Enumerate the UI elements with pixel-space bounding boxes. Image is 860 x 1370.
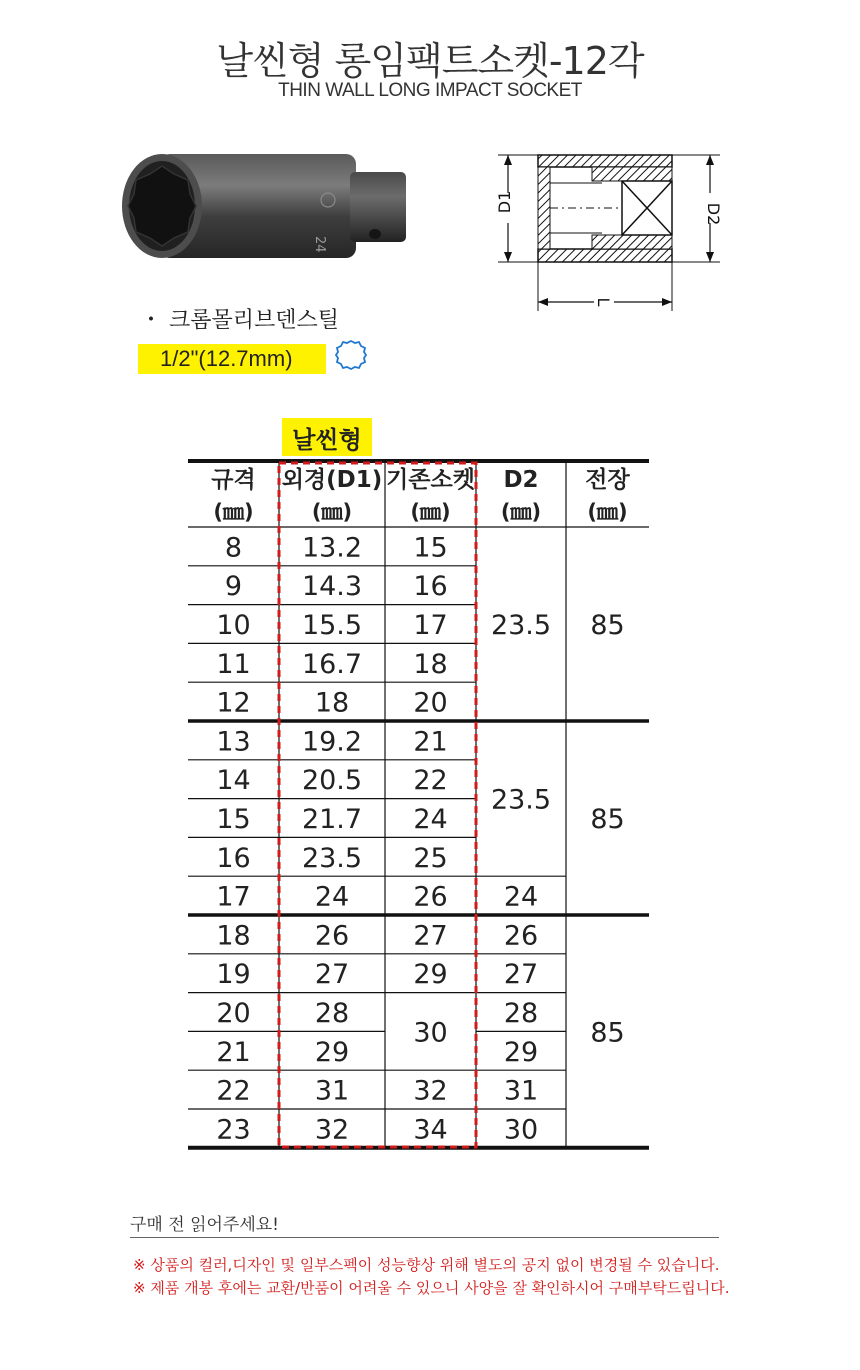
- size-cell: 14: [216, 765, 251, 797]
- socket-product-image: [118, 148, 410, 266]
- length-cell: 85: [590, 1017, 625, 1049]
- d2-cell: 29: [503, 1036, 539, 1068]
- header-3-unit: (㎜): [500, 500, 542, 524]
- page-title: 날씬형 롱임팩트소켓-12각: [216, 39, 644, 83]
- size-cell: 20: [216, 998, 251, 1029]
- d2-cell: 28: [503, 998, 539, 1029]
- drive-size-label: 1/2"(12.7mm): [160, 346, 293, 371]
- standard-socket-cell: 15: [413, 532, 448, 564]
- dim-l-label: L: [594, 297, 613, 307]
- page-subtitle: THIN WALL LONG IMPACT SOCKET: [278, 80, 582, 101]
- standard-socket-cell: 30: [413, 1017, 448, 1049]
- outer-diameter-cell: 24: [314, 881, 350, 913]
- header-3-name: D2: [503, 467, 539, 493]
- size-cell: 8: [224, 532, 243, 564]
- outer-diameter-cell: 16.7: [301, 648, 363, 680]
- standard-socket-cell: 29: [413, 959, 448, 991]
- size-cell: 13: [216, 726, 251, 758]
- notice-divider: [130, 1237, 719, 1238]
- size-cell: 11: [216, 648, 251, 680]
- d2-cell: 31: [503, 1075, 539, 1107]
- outer-diameter-cell: 20.5: [301, 765, 363, 797]
- standard-socket-cell: 32: [413, 1075, 448, 1107]
- d2-cell: 30: [503, 1114, 539, 1146]
- material-label: ・ 크롬몰리브덴스틸: [140, 308, 340, 333]
- standard-socket-cell: 21: [413, 726, 448, 758]
- notice-line-2: ※ 제품 개봉 후에는 교환/반품이 어려울 수 있으니 사양을 잘 확인하시어 구매부탁드립니다.: [133, 1279, 730, 1297]
- size-cell: 15: [216, 804, 251, 835]
- outer-diameter-cell: 18: [314, 687, 350, 719]
- slim-highlight-label: 날씬형: [292, 426, 362, 454]
- outer-diameter-cell: 27: [314, 959, 350, 991]
- length-cell: 85: [590, 804, 625, 835]
- spec-table: [188, 459, 649, 1153]
- standard-socket-cell: 16: [413, 571, 448, 603]
- size-cell: 21: [216, 1036, 251, 1068]
- socket-engraving: 24: [312, 236, 327, 253]
- standard-socket-cell: 34: [413, 1114, 448, 1146]
- standard-socket-cell: 26: [413, 881, 448, 913]
- notice-title: 구매 전 읽어주세요!: [130, 1215, 279, 1235]
- size-cell: 19: [216, 959, 251, 991]
- dim-d2-label: D2: [704, 202, 723, 226]
- outer-diameter-cell: 15.5: [301, 610, 363, 641]
- outer-diameter-cell: 23.5: [301, 842, 363, 874]
- size-cell: 18: [216, 920, 251, 952]
- size-cell: 17: [216, 881, 251, 913]
- size-cell: 10: [216, 610, 251, 641]
- standard-socket-cell: 18: [413, 648, 448, 680]
- d2-cell: 23.5: [490, 610, 552, 641]
- outer-diameter-cell: 28: [314, 998, 350, 1029]
- header-4-name: 전장: [585, 467, 630, 493]
- standard-socket-cell: 20: [413, 687, 448, 719]
- header-0-unit: (㎜): [213, 500, 254, 524]
- header-1-unit: (㎜): [311, 500, 353, 524]
- header-2-unit: (㎜): [410, 500, 451, 524]
- d2-cell: 27: [503, 959, 539, 991]
- outer-diameter-cell: 19.2: [301, 726, 363, 758]
- header-2-name: 기존소켓: [386, 467, 475, 493]
- d2-cell: 23.5: [490, 784, 552, 816]
- standard-socket-cell: 17: [413, 610, 448, 641]
- d2-cell: 24: [503, 881, 539, 913]
- size-cell: 9: [224, 571, 243, 603]
- outer-diameter-cell: 29: [314, 1036, 350, 1068]
- notice-line-1: ※ 상품의 컬러,디자인 및 일부스펙이 성능향상 위해 별도의 공지 없이 변경될 수 있습니다.: [133, 1256, 720, 1274]
- outer-diameter-cell: 14.3: [301, 571, 363, 603]
- size-cell: 12: [216, 687, 251, 719]
- header-4-unit: (㎜): [587, 500, 628, 524]
- size-cell: 23: [216, 1114, 251, 1146]
- standard-socket-cell: 22: [413, 765, 448, 797]
- outer-diameter-cell: 32: [314, 1114, 350, 1146]
- d2-cell: 26: [503, 920, 539, 952]
- outer-diameter-cell: 26: [314, 920, 350, 952]
- outer-diameter-cell: 13.2: [301, 532, 363, 564]
- header-1-name: 외경(D1): [281, 467, 383, 493]
- size-cell: 16: [216, 842, 251, 874]
- length-cell: 85: [590, 610, 625, 641]
- size-cell: 22: [216, 1075, 251, 1107]
- outer-diameter-cell: 31: [314, 1075, 350, 1107]
- header-0-name: 규격: [211, 467, 256, 493]
- standard-socket-cell: 24: [413, 804, 448, 835]
- dim-d1-label: D1: [495, 190, 514, 214]
- standard-socket-cell: 25: [413, 842, 448, 874]
- outer-diameter-cell: 21.7: [301, 804, 363, 835]
- standard-socket-cell: 27: [413, 920, 448, 952]
- dimension-drawing: [492, 145, 724, 315]
- twelve-point-icon: [334, 338, 368, 372]
